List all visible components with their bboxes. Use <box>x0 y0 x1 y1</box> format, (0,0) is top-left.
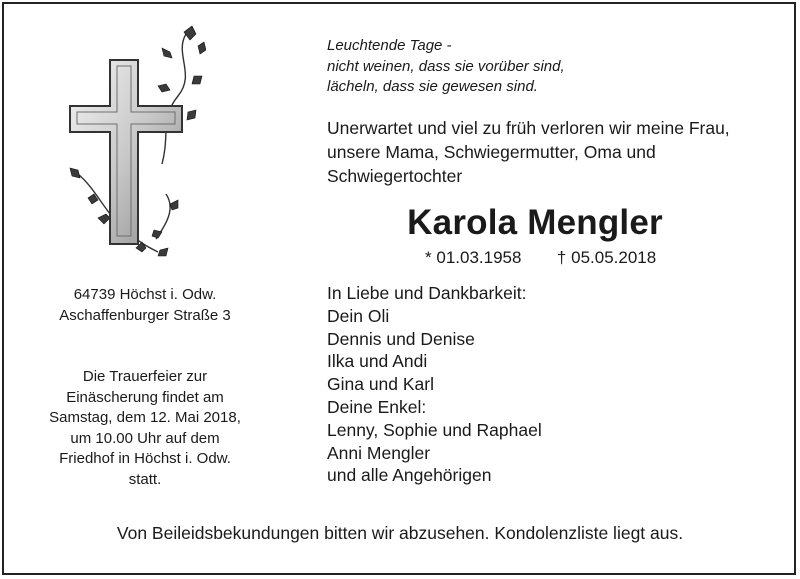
poem-line: lächeln, dass sie gewesen sind. <box>327 78 538 95</box>
footer-note: Von Beileidsbekundungen bitten wir abzusehen. Kondolenzliste liegt aus. <box>116 523 684 543</box>
poem-line: Leuchtende Tage - <box>327 37 452 54</box>
intro-line: Unerwartet und viel zu früh verloren wir meine Frau, <box>327 118 730 138</box>
ceremony-info <box>30 367 260 490</box>
mourner-line: Anni Mengler <box>327 442 431 463</box>
ceremony-line: Samstag, dem 12. Mai 2018, <box>49 409 241 426</box>
mourner-line: Deine Enkel: <box>327 396 427 417</box>
poem-line: nicht weinen, dass sie vorüber sind, <box>327 57 565 75</box>
address-line: 64739 Höchst i. Odw. <box>73 286 217 303</box>
mourner-line: Dennis und Denise <box>327 328 475 349</box>
mourner-line: und alle Angehörigen <box>327 465 492 486</box>
address-line: Aschaffenburger Straße 3 <box>59 307 231 324</box>
birth-date: 01.03.1958 <box>436 248 522 267</box>
deceased-name: Karola Mengler <box>407 203 663 242</box>
death-date: 05.05.2018 <box>571 248 657 267</box>
mourners-list <box>327 282 542 487</box>
ceremony-line: um 10.00 Uhr auf dem <box>70 429 220 447</box>
ceremony-line: Die Trauerfeier zur <box>82 368 208 385</box>
mourner-line: Ilka und Andi <box>327 351 428 372</box>
death-symbol: † <box>556 248 567 267</box>
ceremony-line: Friedhof in Höchst i. Odw. <box>59 450 231 467</box>
cross-with-ivy-icon <box>66 24 206 260</box>
poem-verse <box>327 36 565 98</box>
intro-line: Schwiegertochter <box>327 166 463 186</box>
mourner-line: Gina und Karl <box>327 374 435 395</box>
intro-line: unsere Mama, Schwiegermutter, Oma und <box>327 142 656 162</box>
intro-text <box>327 116 777 188</box>
mourner-line: In Liebe und Dankbarkeit: <box>327 283 527 303</box>
life-dates <box>425 248 656 268</box>
mourner-line: Dein Oli <box>327 305 390 326</box>
ceremony-line: statt. <box>128 470 162 488</box>
ceremony-line: Einäscherung findet am <box>66 388 224 406</box>
mourner-line: Lenny, Sophie und Raphael <box>327 419 542 440</box>
address-block <box>30 284 260 326</box>
birth-symbol: * <box>425 248 432 267</box>
